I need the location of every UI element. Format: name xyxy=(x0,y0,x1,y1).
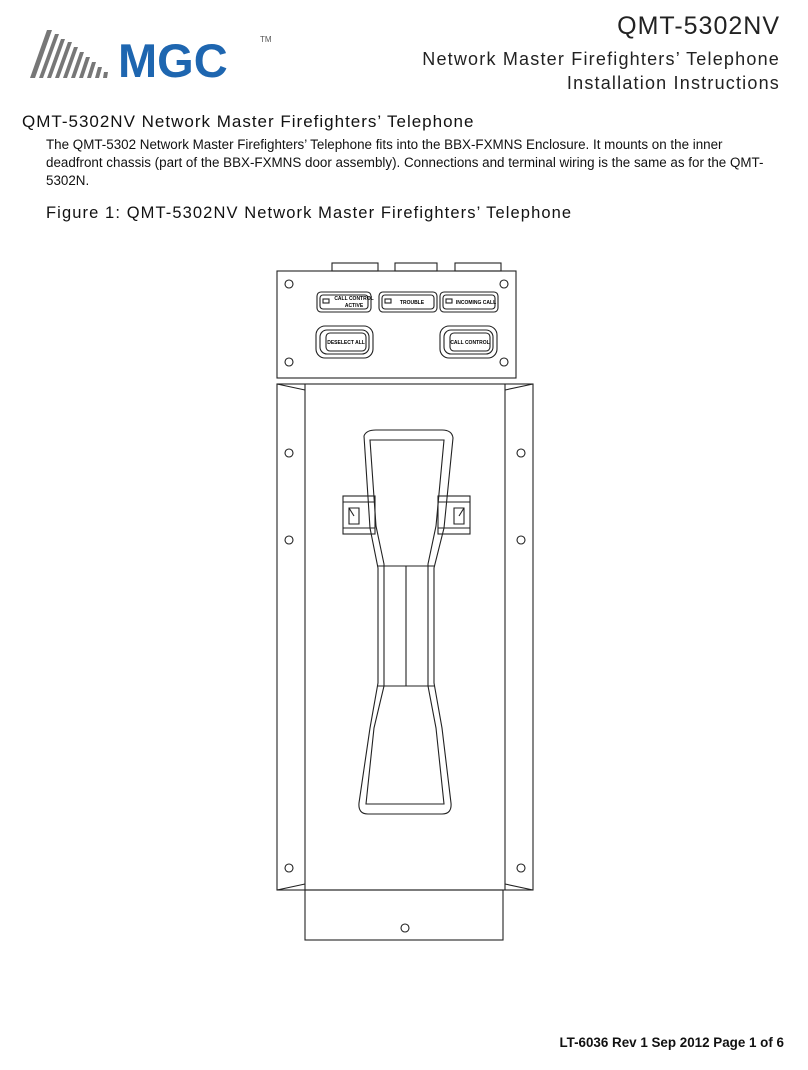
screw-hole xyxy=(285,864,293,872)
top-tab xyxy=(455,263,501,271)
screw-hole xyxy=(285,358,293,366)
screw-hole xyxy=(517,864,525,872)
intro-paragraph: The QMT-5302 Network Master Firefighters’ Telephone fits into the BBX-FXMNS Enclosure. It mounts on the inner deadfront chassis (part of the BBX-FXMNS door assembly). Connections and terminal wiring is the same as for the QMT-5302N. xyxy=(46,137,764,188)
screw-hole xyxy=(285,536,293,544)
screw-hole xyxy=(401,924,409,932)
screw-hole xyxy=(517,536,525,544)
call-control-label: CALL CONTROL xyxy=(450,340,490,346)
plate-bevel xyxy=(505,884,533,890)
trouble-label: TROUBLE xyxy=(399,300,425,306)
right-cradle xyxy=(438,496,470,534)
top-tab xyxy=(332,263,378,271)
screw-hole xyxy=(500,358,508,366)
telephone-diagram xyxy=(260,258,550,948)
handset-icon xyxy=(359,430,453,814)
logo-graphic xyxy=(30,28,275,80)
logo-wordmark: MGC xyxy=(118,34,228,80)
incoming-call-label: INCOMING CALL xyxy=(455,300,497,306)
document-type: Installation Instructions xyxy=(566,73,780,93)
call-control-active-label-2: ACTIVE xyxy=(344,303,364,309)
mgc-logo xyxy=(30,28,275,80)
screw-hole xyxy=(285,280,293,288)
plate-bevel xyxy=(277,384,305,390)
call-control-active-label-1: CALL CONTROL xyxy=(334,296,374,302)
section-heading: QMT-5302NV Network Master Firefighters’ Telephone xyxy=(22,112,475,131)
screw-hole xyxy=(517,449,525,457)
logo-trademark: TM xyxy=(260,35,272,44)
document-subtitle: Network Master Firefighters’ Telephone xyxy=(422,49,780,69)
screw-hole xyxy=(285,449,293,457)
bottom-plate xyxy=(305,890,503,940)
document-code: QMT-5302NV xyxy=(617,12,780,40)
logo-stripes-icon xyxy=(30,30,108,78)
plate-bevel xyxy=(505,384,533,390)
figure-caption: Figure 1: QMT-5302NV Network Master Firefighters’ Telephone xyxy=(46,204,573,222)
screw-hole xyxy=(500,280,508,288)
plate-bevel xyxy=(277,884,305,890)
control-panel xyxy=(277,271,516,378)
call-control-active-indicator xyxy=(317,292,374,312)
telephone-drawing xyxy=(260,258,550,948)
deselect-all-label: DESELECT ALL xyxy=(327,340,365,346)
page-footer: LT-6036 Rev 1 Sep 2012 Page 1 of 6 xyxy=(559,1035,784,1050)
top-tab xyxy=(395,263,437,271)
